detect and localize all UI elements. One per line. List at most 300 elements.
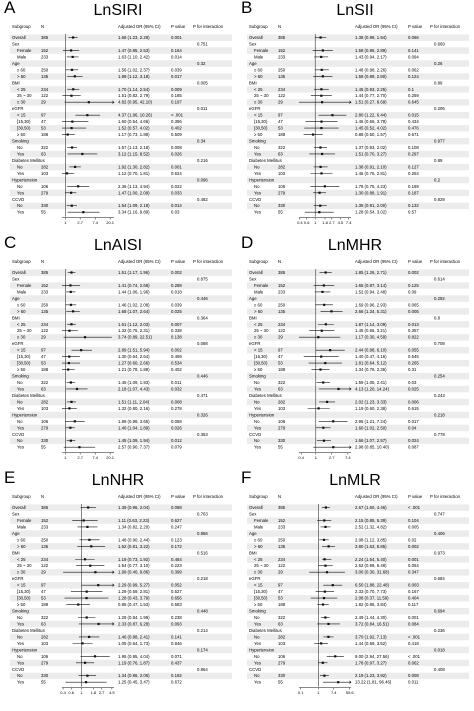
p-value: 0.288: [171, 282, 182, 288]
point-estimate: [322, 75, 324, 77]
n-value: 55: [278, 679, 283, 685]
n-value: 63: [41, 151, 46, 157]
point-estimate: [84, 662, 86, 664]
p-interaction-value: 0.206: [434, 106, 445, 112]
subgroup-label: Yes: [254, 425, 262, 431]
subgroup-label: ≥ 30: [254, 569, 263, 575]
p-value: 0.032: [171, 386, 182, 392]
subgroup-label: CCVD: [249, 196, 262, 202]
or-ci-value: 1.78 (0.75, 4.23): [355, 183, 387, 189]
n-value: 385: [278, 35, 286, 40]
header-subgroup: Subgroup: [12, 259, 31, 264]
or-ci-value: 3.34 (1.16, 9.89): [118, 209, 150, 215]
p-value: 0.123: [171, 537, 182, 543]
header-n: N: [41, 259, 45, 264]
forest-panel-f: [241, 468, 469, 695]
point-estimate: [72, 56, 74, 58]
n-value: 103: [278, 640, 286, 646]
point-estimate: [90, 545, 92, 547]
subgroup-label: eGFR: [12, 341, 24, 347]
or-ci-value: 2.98 (0.85, 10.40): [355, 444, 389, 450]
p-interaction-value: 0.973: [434, 550, 445, 556]
point-estimate: [80, 349, 82, 351]
p-value: 0.127: [408, 164, 419, 170]
or-ci-value: 2.36 (1.13, 4.94): [118, 183, 150, 189]
subgroup-label: Yes: [17, 209, 25, 215]
point-estimate: [317, 336, 319, 338]
subgroup-label: eGFR: [12, 576, 24, 582]
p-interaction-value: 0.89: [434, 80, 443, 86]
subgroup-label: ≤ 60: [254, 302, 263, 308]
or-ci-value: 2.29 (0.99, 5.27): [118, 582, 150, 588]
x-tick-label: 7.4: [345, 220, 352, 226]
p-value: 0.418: [408, 640, 419, 646]
header-subgroup: Subgroup: [249, 259, 268, 264]
point-estimate: [66, 172, 68, 174]
n-value: 250: [41, 537, 49, 543]
header-or: Adjusted OR (95% CI): [355, 494, 398, 499]
subgroup-label: Yes: [17, 151, 25, 157]
panel-letter: D: [241, 233, 254, 252]
point-estimate: [332, 584, 334, 586]
n-value: 322: [41, 144, 49, 150]
n-value: 152: [41, 47, 49, 53]
panel-title: LnMLR: [329, 472, 381, 489]
point-estimate: [70, 49, 72, 51]
p-interaction-value: 0.856: [197, 530, 208, 536]
subgroup-label: < 15: [254, 347, 263, 353]
point-estimate: [320, 127, 322, 129]
subgroup-label: < 15: [17, 582, 26, 588]
p-value: 0.025: [171, 308, 182, 314]
subgroup-label: [15,30): [254, 119, 268, 125]
subgroup-label: Hypertension: [249, 412, 275, 418]
or-ci-value: 1.17 (0.73, 1.88): [118, 132, 150, 138]
n-value: 234: [278, 321, 286, 327]
point-estimate: [86, 526, 88, 528]
or-ci-value: 1.44 (1.06, 1.96): [118, 289, 150, 295]
or-ci-value: 1.92 (1.30, 2.82): [118, 164, 150, 170]
n-value: 55: [41, 444, 46, 450]
n-value: 63: [41, 386, 46, 392]
subgroup-label: ≥ 30: [254, 99, 263, 105]
or-ci-value: 2.08 (0.37, 11.59): [355, 595, 389, 601]
p-value: 0.001: [408, 614, 419, 620]
p-interaction-value: 0.8: [434, 315, 440, 321]
or-ci-value: 1.59 (1.05, 2.41): [355, 379, 387, 385]
subgroup-label: Diabetes Mellitus: [12, 392, 45, 398]
or-ci-value: 3.72 (0.84, 16.51): [355, 621, 389, 627]
subgroup-label: eGFR: [12, 106, 24, 112]
point-estimate: [70, 381, 72, 383]
point-estimate: [320, 95, 322, 97]
p-value: 0.079: [171, 444, 182, 450]
n-value: 106: [41, 418, 49, 424]
n-value: 385: [278, 270, 286, 275]
header-n: N: [41, 494, 45, 499]
p-value: 0.025: [408, 386, 419, 392]
n-value: 234: [278, 556, 286, 562]
n-value: 152: [278, 517, 286, 523]
subgroup-label: < 25: [17, 86, 26, 92]
subgroup-label: > 60: [254, 543, 263, 549]
header-p-value: P value: [171, 24, 186, 29]
or-ci-value: 4.13 (1.20, 14.24): [355, 386, 389, 392]
x-tick-label: 0.4: [297, 220, 303, 226]
point-estimate: [324, 362, 326, 364]
or-ci-value: 2.96 (1.21, 7.24): [355, 418, 387, 424]
subgroup-label: [15,30): [17, 589, 31, 595]
subgroup-label: ≥ 50: [254, 602, 263, 608]
subgroup-label: Overall: [12, 505, 26, 510]
p-value: 0.066: [408, 35, 419, 40]
n-value: 47: [41, 589, 46, 595]
subgroup-label: Yes: [17, 190, 25, 196]
p-value: 0.402: [171, 367, 182, 373]
p-value: 0.172: [171, 543, 182, 549]
n-value: 63: [278, 621, 283, 627]
n-value: 322: [41, 379, 49, 385]
or-ci-value: 1.87 (1.14, 3.09): [355, 321, 387, 327]
point-estimate: [71, 146, 73, 148]
p-value: 0.087: [408, 444, 419, 450]
n-value: 330: [41, 673, 49, 679]
or-ci-value: 1.45 (1.09, 1.94): [118, 438, 150, 444]
subgroup-label: 25 ~ 30: [17, 328, 32, 334]
point-estimate: [77, 603, 79, 605]
n-value: 47: [41, 354, 46, 360]
p-value: 0.259: [408, 93, 419, 99]
p-value: 0.017: [408, 418, 419, 424]
n-value: 234: [41, 321, 49, 327]
p-value: 0.013: [408, 321, 419, 327]
p-value: 0.1: [408, 86, 414, 92]
point-estimate: [324, 526, 326, 528]
n-value: 47: [278, 119, 283, 125]
or-ci-value: 2.80 (1.22, 6.44): [355, 112, 387, 118]
n-value: 122: [278, 563, 286, 569]
point-estimate: [97, 623, 99, 625]
p-value: 0.009: [171, 86, 182, 92]
subgroup-label: No: [254, 203, 260, 209]
subgroup-label: Male: [254, 54, 264, 60]
p-value: 0.062: [408, 660, 419, 666]
or-ci-value: 2.57 (0.90, 7.37): [118, 444, 150, 450]
or-ci-value: 1.82 (0.86, 3.84): [355, 602, 387, 608]
point-estimate: [334, 655, 336, 657]
subgroup-label: Male: [17, 524, 27, 530]
subgroup-label: Yes: [254, 444, 262, 450]
header-n: N: [278, 24, 282, 29]
point-estimate: [324, 591, 326, 593]
panel-title: LnAISI: [93, 237, 143, 254]
subgroup-label: CCVD: [12, 666, 25, 672]
point-estimate: [332, 446, 334, 448]
panel-title: LnMHR: [327, 237, 383, 254]
or-ci-value: 6.50 (1.88, 22.48): [355, 582, 389, 588]
subgroup-label: Sex: [12, 276, 20, 282]
p-value: 0.434: [408, 119, 419, 125]
n-value: 53: [41, 360, 46, 366]
p-value: 0.534: [171, 360, 182, 366]
p-value: 0.402: [171, 125, 182, 131]
or-ci-value: 2.66 (1.34, 5.31): [355, 308, 387, 314]
subgroup-label: Age: [12, 295, 20, 301]
subgroup-label: ≥ 30: [254, 334, 263, 340]
n-value: 103: [41, 170, 49, 176]
x-tick-label: 7.4: [92, 220, 99, 226]
p-value: 0.672: [171, 679, 182, 685]
subgroup-label: ≥ 50: [17, 132, 26, 138]
subgroup-label: [15,30): [254, 354, 268, 360]
or-ci-value: 1.21 (0.78, 1.88): [118, 367, 150, 373]
subgroup-label: Yes: [254, 190, 262, 196]
n-value: 106: [278, 418, 286, 424]
subgroup-label: Sex: [249, 276, 257, 282]
n-value: 135: [278, 543, 286, 549]
subgroup-label: No: [17, 399, 23, 405]
subgroup-label: Female: [17, 517, 32, 523]
n-value: 234: [41, 556, 49, 562]
subgroup-label: No: [17, 438, 23, 444]
p-value: 0.024: [408, 438, 419, 444]
x-tick-label: 0.6: [68, 690, 74, 696]
subgroup-label: Hypertension: [249, 177, 275, 183]
n-value: 233: [278, 54, 286, 60]
n-value: 135: [41, 543, 49, 549]
point-estimate: [70, 440, 72, 442]
p-value: 0.185: [171, 93, 182, 99]
n-value: 29: [41, 99, 46, 105]
point-estimate: [86, 114, 88, 116]
or-ci-value: 1.40 (0.47, 4.16): [355, 354, 387, 360]
subgroup-label: Smoking: [249, 608, 266, 614]
p-value: 0.396: [171, 119, 182, 125]
p-value: < .001: [408, 634, 421, 640]
n-value: 152: [278, 47, 286, 53]
subgroup-label: No: [17, 614, 23, 620]
n-value: 250: [278, 67, 286, 73]
header-subgroup: Subgroup: [249, 494, 268, 499]
n-value: 282: [41, 399, 49, 405]
subgroup-label: Overall: [249, 35, 263, 40]
n-value: 188: [41, 367, 49, 373]
n-value: 122: [278, 93, 286, 99]
or-ci-value: 1.32 (0.75, 2.31): [118, 328, 150, 334]
n-value: 279: [41, 660, 49, 666]
subgroup-label: Diabetes Mellitus: [249, 627, 282, 633]
n-value: 103: [278, 170, 286, 176]
or-ci-value: 1.30 (0.88, 1.91): [355, 190, 387, 196]
panel-title: LnNHR: [91, 472, 145, 489]
subgroup-label: > 60: [17, 73, 26, 79]
or-ci-value: 1.48 (0.90, 2.44): [118, 537, 150, 543]
x-tick-label: 2.7: [98, 690, 105, 696]
or-ci-value: 1.62 (0.81, 3.22): [118, 543, 150, 549]
n-value: 279: [41, 425, 49, 431]
forest-panel-c: [4, 233, 232, 460]
p-value: 0.012: [171, 438, 182, 444]
p-value: 0.001: [408, 556, 419, 562]
or-ci-value: 1.52 (0.57, 4.02): [118, 125, 150, 131]
or-ci-value: 1.68 (1.07, 2.64): [118, 308, 150, 314]
x-tick-label: 2.7: [77, 220, 83, 226]
p-interaction-value: 0.977: [434, 138, 445, 144]
p-value: 0.04: [408, 425, 417, 431]
point-estimate: [74, 166, 76, 168]
n-value: 250: [278, 302, 286, 308]
p-value: 0.005: [408, 524, 419, 530]
or-ci-value: 1.32 (0.80, 2.16): [118, 405, 150, 411]
point-estimate: [76, 388, 78, 390]
point-estimate: [323, 284, 325, 286]
p-value: 0.189: [408, 183, 419, 189]
p-value: 0.164: [171, 47, 182, 53]
or-ci-value: 2.49 (1.44, 4.30): [355, 614, 387, 620]
or-ci-value: 2.89 (1.51, 5.94): [118, 347, 150, 353]
point-estimate: [323, 539, 325, 541]
subgroup-label: No: [17, 653, 23, 659]
panel-letter: E: [4, 468, 16, 487]
p-value: 0.846: [171, 640, 182, 646]
p-value: 0.527: [171, 589, 182, 595]
subgroup-label: Hypertension: [12, 412, 38, 418]
subgroup-label: Smoking: [12, 608, 29, 614]
n-value: 135: [41, 73, 49, 79]
n-value: 188: [41, 602, 49, 608]
n-value: 330: [278, 673, 286, 679]
subgroup-label: Yes: [254, 660, 262, 666]
subgroup-label: Age: [12, 60, 20, 66]
subgroup-label: No: [254, 183, 260, 189]
subgroup-label: Age: [249, 530, 257, 536]
or-ci-value: 1.58 (0.89, 2.80): [355, 73, 387, 79]
subgroup-label: ≥ 50: [254, 367, 263, 373]
subgroup-label: Yes: [17, 679, 25, 685]
subgroup-label: No: [254, 418, 260, 424]
or-ci-value: 1.40 (1.04, 1.89): [118, 425, 150, 431]
n-value: 63: [278, 151, 283, 157]
n-value: 47: [278, 589, 283, 595]
panel-letter: F: [241, 468, 252, 487]
header-subgroup: Subgroup: [12, 24, 31, 29]
or-ci-value: 1.34 (0.86, 2.06): [118, 673, 150, 679]
subgroup-label: Diabetes Mellitus: [12, 157, 45, 163]
p-interaction-value: 0.747: [434, 511, 445, 517]
n-value: 233: [278, 524, 286, 530]
p-interaction-value: 0.26: [434, 60, 443, 66]
p-value: 0.265: [408, 360, 419, 366]
subgroup-label: Female: [254, 517, 269, 523]
point-estimate: [320, 56, 322, 58]
subgroup-label: No: [254, 634, 260, 640]
n-value: 188: [278, 132, 286, 138]
p-value: 0.003: [408, 582, 419, 588]
p-value: 0.138: [171, 334, 182, 340]
subgroup-label: Smoking: [249, 138, 266, 144]
subgroup-label: Yes: [17, 425, 25, 431]
x-tick-label: 1: [317, 690, 320, 696]
subgroup-label: Yes: [254, 621, 262, 627]
point-estimate: [94, 655, 96, 657]
or-ci-value: 2.08 (1.12, 3.85): [355, 537, 387, 543]
p-value: 0.476: [408, 125, 419, 131]
p-interaction-value: 0.218: [197, 576, 208, 582]
header-p-interaction: P for interaction: [193, 259, 224, 264]
subgroup-label: No: [254, 164, 260, 170]
subgroup-label: Yes: [17, 170, 25, 176]
p-value: 0.671: [408, 132, 419, 138]
n-value: 55: [41, 209, 46, 215]
or-ci-value: 1.45 (0.93, 2.25): [355, 86, 387, 92]
x-tick-label: 20.1: [106, 455, 115, 461]
subgroup-label: Diabetes Mellitus: [249, 157, 282, 163]
or-ci-value: 1.89 (0.98, 3.65): [118, 418, 150, 424]
n-value: 250: [41, 67, 49, 73]
point-estimate: [68, 407, 70, 409]
subgroup-label: CCVD: [12, 196, 25, 202]
point-estimate: [317, 407, 319, 409]
subgroup-label: [30,50): [17, 360, 31, 366]
n-value: 152: [278, 282, 286, 288]
p-value: 0.238: [171, 614, 182, 620]
point-estimate: [74, 75, 76, 77]
x-tick-label: 1.8: [90, 690, 97, 696]
subgroup-label: Female: [254, 47, 269, 53]
or-ci-value: 1.45 (0.66, 3.21): [355, 328, 387, 334]
or-ci-value: 1.57 (1.13, 2.18): [118, 144, 150, 150]
point-estimate: [324, 616, 326, 618]
n-value: 233: [41, 524, 49, 530]
subgroup-label: No: [17, 634, 23, 640]
p-value: 0.167: [408, 589, 419, 595]
point-estimate: [81, 153, 83, 155]
p-interaction-value: 0.446: [197, 295, 208, 301]
p-value: 0.014: [171, 54, 182, 60]
subgroup-label: Yes: [254, 386, 262, 392]
p-interaction-value: 0.448: [197, 608, 208, 614]
p-value: 0.039: [171, 67, 182, 73]
n-value: 122: [41, 563, 49, 569]
point-estimate: [71, 205, 73, 207]
forest-panel-a: [4, 0, 232, 225]
point-estimate: [321, 330, 323, 332]
subgroup-label: No: [17, 203, 23, 209]
p-value: 0.583: [171, 602, 182, 608]
point-estimate: [67, 368, 69, 370]
point-estimate: [67, 133, 69, 135]
n-value: 282: [278, 164, 286, 170]
subgroup-label: Yes: [17, 386, 25, 392]
point-estimate: [70, 127, 72, 129]
point-estimate: [68, 362, 70, 364]
subgroup-label: 25 ~ 30: [17, 93, 32, 99]
n-value: 234: [41, 86, 49, 92]
p-interaction-value: 0.005: [197, 80, 208, 86]
point-estimate: [322, 662, 324, 664]
or-ci-value: 1.68 (1.23, 2.28): [118, 35, 150, 40]
subgroup-label: Yes: [254, 640, 262, 646]
or-ci-value: 1.66 (1.07, 2.57): [355, 438, 387, 444]
subgroup-label: BMI: [249, 315, 257, 321]
p-value: 0.247: [171, 524, 182, 530]
subgroup-label: Yes: [17, 444, 25, 450]
p-value: 0.509: [171, 132, 182, 138]
p-value: 0.093: [171, 621, 182, 627]
or-ci-value: 3.80 (1.63, 8.85): [355, 543, 387, 549]
p-value: 0.338: [171, 328, 182, 334]
n-value: 103: [278, 405, 286, 411]
